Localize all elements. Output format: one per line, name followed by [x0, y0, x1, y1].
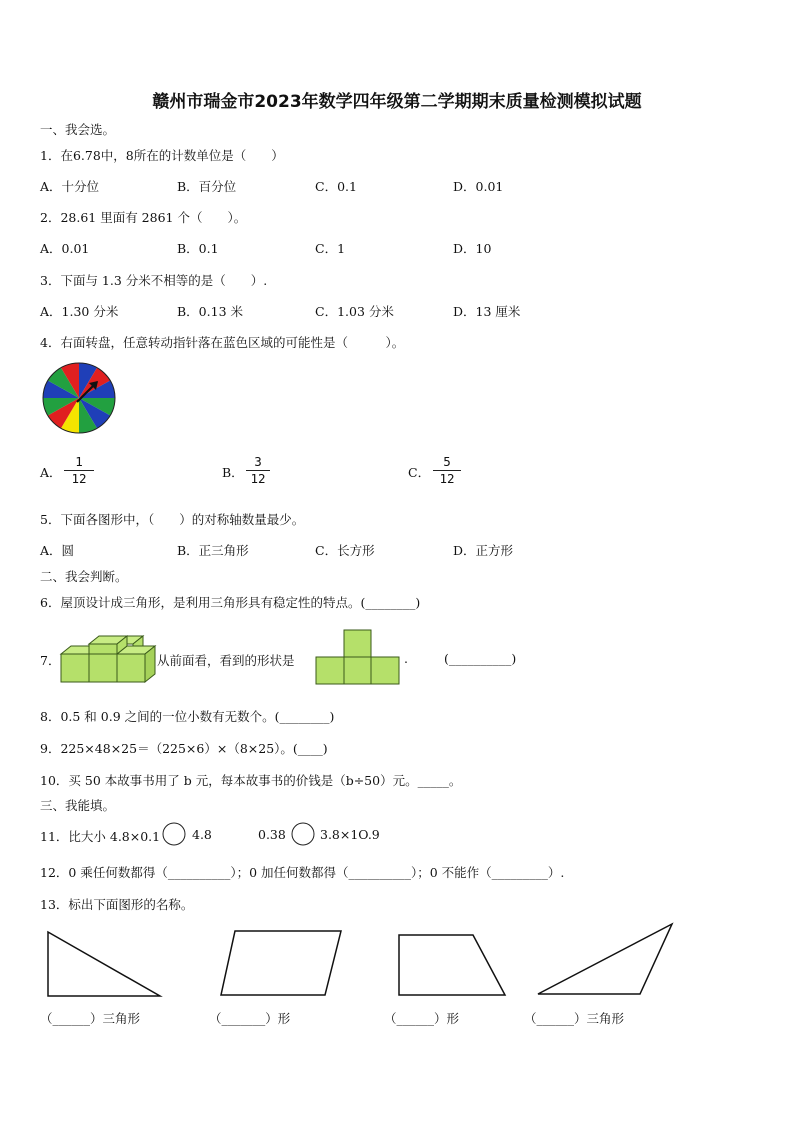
shape-label-2[interactable]: （_______）形 [209, 1011, 291, 1026]
section-heading-3: 三、我能填。 [40, 798, 116, 813]
front-view-figure [316, 630, 400, 685]
question-7-text: 从前面看，看到的形状是 [157, 653, 295, 668]
q3-option-d[interactable]: D．13 厘米 [453, 304, 521, 319]
q2-option-a[interactable]: A．0.01 [40, 241, 90, 256]
question-11-value-1: 4.8 [192, 827, 212, 842]
question-11-label: 11．比大小 4.8×0.1 [40, 829, 161, 844]
spinner-wheel [42, 362, 116, 434]
question-11-value-2: 0.38 [258, 827, 286, 842]
q5-option-c[interactable]: C．长方形 [315, 543, 375, 558]
question-3: 3．下面与 1.3 分米不相等的是（ ）. [40, 273, 268, 288]
question-2: 2．28.61 里面有 2861 个（ ）。 [40, 210, 247, 225]
q3-option-b[interactable]: B．0.13 米 [177, 304, 243, 319]
q5-option-d[interactable]: D．正方形 [453, 543, 514, 558]
q3-option-c[interactable]: C．1.03 分米 [315, 304, 394, 319]
shape-label-1[interactable]: （______）三角形 [40, 1011, 141, 1026]
compare-circle-1[interactable] [162, 822, 186, 846]
compare-circle-2[interactable] [291, 822, 315, 846]
cube-stack-figure [61, 636, 157, 684]
q4-fraction-a: 1 12 [64, 455, 94, 486]
trapezoid-figure [397, 933, 507, 997]
section-heading-2: 二、我会判断。 [40, 569, 128, 584]
question-13: 13．标出下面图形的名称。 [40, 897, 194, 912]
q5-option-a[interactable]: A．圆 [40, 543, 75, 558]
question-7-blank[interactable]: (__________) [444, 651, 517, 666]
page-title: 赣州市瑞金市2023年数学四年级第二学期期末质量检测模拟试题 [152, 92, 642, 112]
q1-option-c[interactable]: C．0.1 [315, 179, 357, 194]
q2-option-b[interactable]: B．0.1 [177, 241, 219, 256]
q1-option-d[interactable]: D．0.01 [453, 179, 504, 194]
question-12: 12．0 乘任何数都得（__________）；0 加任何数都得（__________）；0 不能作（_________）. [40, 865, 565, 880]
q4-option-c[interactable]: C． [408, 465, 431, 480]
q4-fraction-c: 5 12 [433, 455, 461, 486]
question-6: 6．屋顶设计成三角形，是利用三角形具有稳定性的特点。(________) [40, 595, 421, 610]
question-11-value-3: 3.8×1O.9 [320, 827, 380, 842]
parallelogram-figure [219, 929, 343, 997]
q4-fraction-b: 3 12 [246, 455, 270, 486]
q1-option-a[interactable]: A．十分位 [40, 179, 100, 194]
question-8: 8．0.5 和 0.9 之间的一位小数有无数个。(________) [40, 709, 335, 724]
q2-option-d[interactable]: D．10 [453, 241, 492, 256]
q5-option-b[interactable]: B．正三角形 [177, 543, 249, 558]
q4-option-b[interactable]: B． [222, 465, 244, 480]
question-10: 10．买 50 本故事书用了 b 元，每本故事书的价钱是（b÷50）元。_____。 [40, 773, 462, 788]
section-heading-1: 一、我会选。 [40, 122, 116, 137]
q2-option-c[interactable]: C．1 [315, 241, 346, 256]
question-1: 1．在6.78中，8所在的计数单位是（ ） [40, 148, 284, 163]
q1-option-b[interactable]: B．百分位 [177, 179, 237, 194]
obtuse-triangle-figure [536, 922, 674, 998]
right-triangle-figure [46, 930, 164, 998]
q3-option-a[interactable]: A．1.30 分米 [40, 304, 119, 319]
question-9: 9．225×48×25＝（225×6）×（8×25）。(____) [40, 741, 328, 756]
q4-option-a[interactable]: A． [40, 465, 62, 480]
shape-label-4[interactable]: （______）三角形 [524, 1011, 625, 1026]
shape-label-3[interactable]: （______）形 [384, 1011, 460, 1026]
question-7-period: . [404, 651, 408, 666]
question-5: 5．下面各图形中，（ ）的对称轴数量最少。 [40, 512, 305, 527]
question-4: 4．右面转盘，任意转动指针落在蓝色区域的可能性是（ ）。 [40, 335, 405, 350]
question-7-label: 7． [40, 653, 61, 668]
